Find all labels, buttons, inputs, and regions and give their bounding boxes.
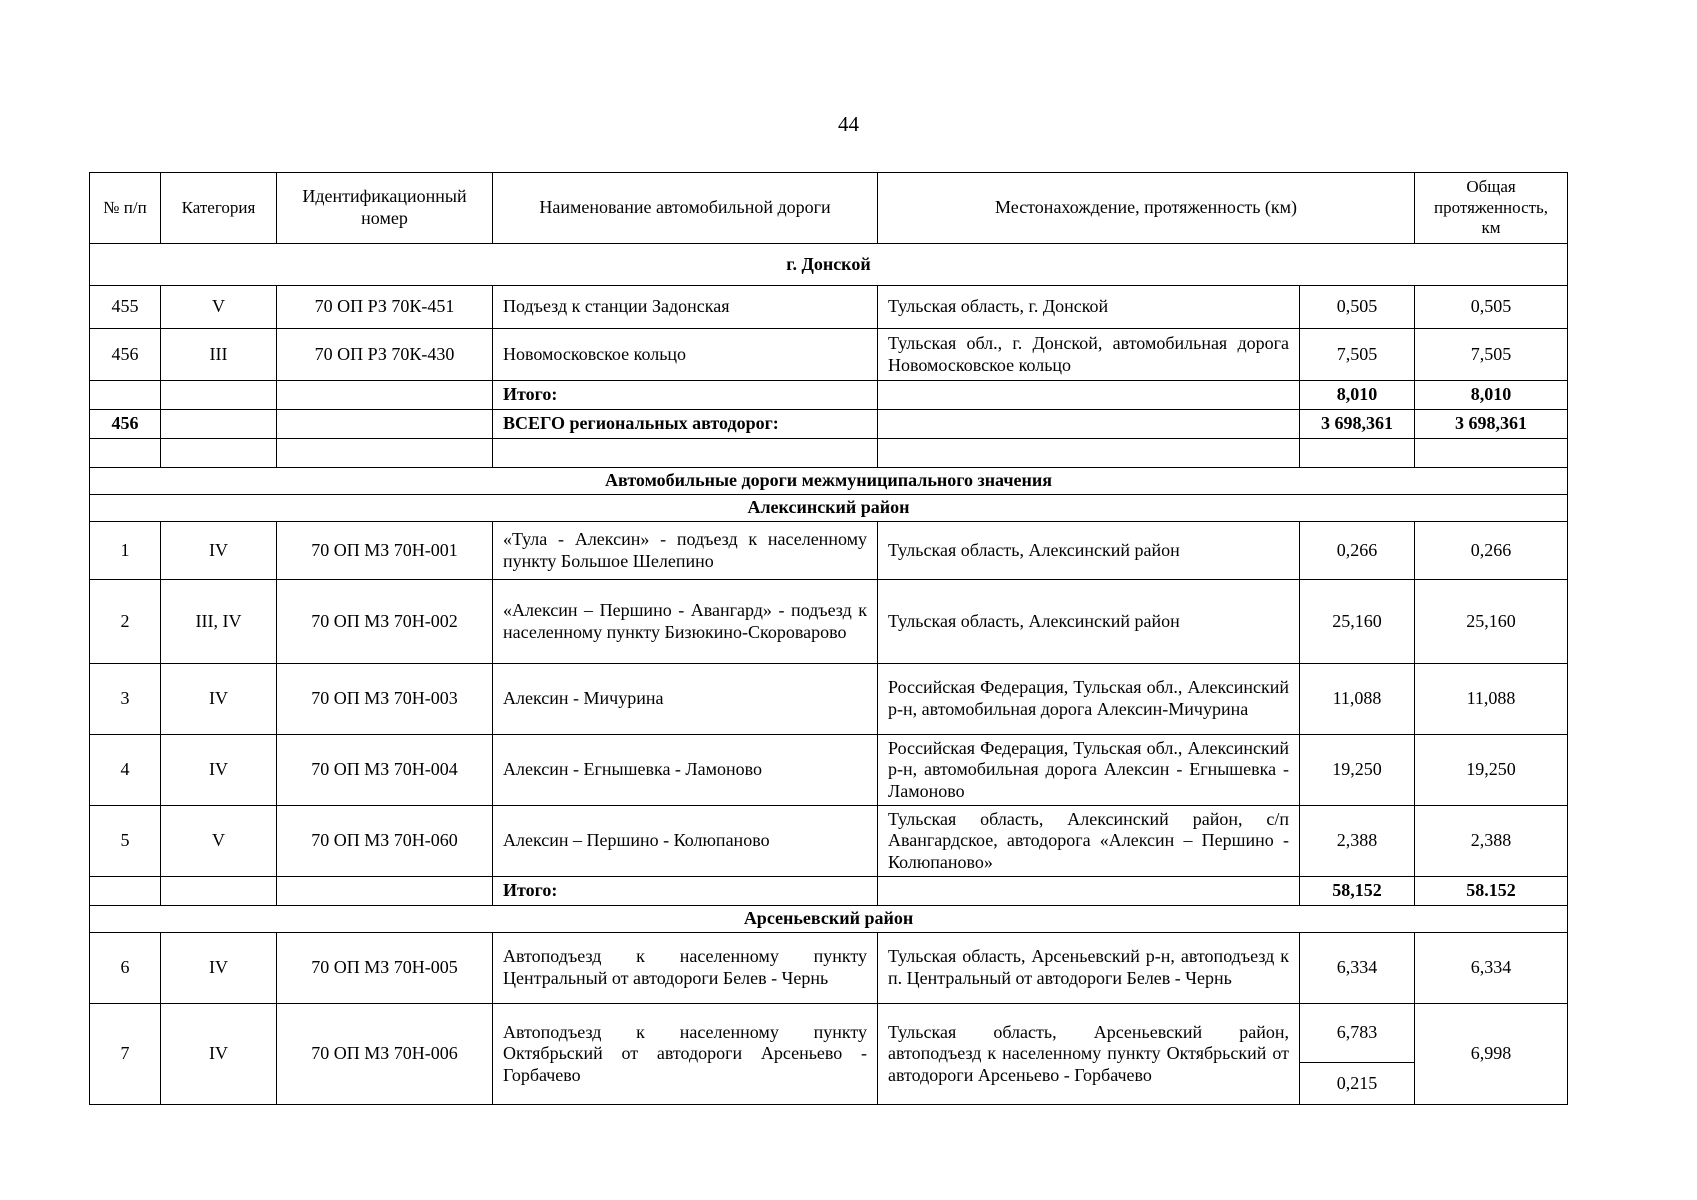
total-num: 456: [90, 410, 161, 439]
row-num: 3: [90, 664, 161, 735]
row-total: 6,998: [1415, 1004, 1568, 1105]
row-num: 1: [90, 522, 161, 580]
row-total: 6,334: [1415, 933, 1568, 1004]
row-category: V: [161, 806, 277, 877]
row-name: Алексин - Егнышевка - Ламоново: [493, 735, 878, 806]
row-id: 70 ОП РЗ 70К-451: [277, 286, 493, 329]
table-row: [90, 1004, 1568, 1105]
row-location: Тульская обл., г. Донской, автомобильная дорога Новомосковское кольцо: [878, 329, 1300, 381]
row-length: 25,160: [1300, 580, 1415, 664]
row-id: 70 ОП РЗ 70К-430: [277, 329, 493, 381]
row-location: Российская Федерация, Тульская обл., Алексинский р-н, автомобильная дорога Алексин-Мичурина: [878, 664, 1300, 735]
row-category: III: [161, 329, 277, 381]
section-title-donskoy: г. Донской: [90, 244, 1568, 286]
header-id: Идентификационный номер: [277, 173, 493, 244]
table-row: [90, 580, 1568, 664]
row-id: 70 ОП МЗ 70Н-004: [277, 735, 493, 806]
total-row: [90, 410, 1568, 439]
table-row: [90, 329, 1568, 381]
subtotal-total: 58.152: [1415, 877, 1568, 906]
row-name: Новомосковское кольцо: [493, 329, 878, 381]
row-location: Тульская область, Алексинский район: [878, 580, 1300, 664]
total-total: 3 698,361: [1415, 410, 1568, 439]
row-category: IV: [161, 735, 277, 806]
subtotal-row: [90, 381, 1568, 410]
total-length: 3 698,361: [1300, 410, 1415, 439]
row-id: 70 ОП МЗ 70Н-001: [277, 522, 493, 580]
row-length: 0,505: [1300, 286, 1415, 329]
row-length: 0,266: [1300, 522, 1415, 580]
row-total: 7,505: [1415, 329, 1568, 381]
row-name: «Алексин – Першино - Авангард» - подъезд к населенному пункту Бизюкино-Скороварово: [493, 580, 878, 664]
table-row: [90, 522, 1568, 580]
row-num: 6: [90, 933, 161, 1004]
row-name: «Тула - Алексин» - подъезд к населенному пункту Большое Шелепино: [493, 522, 878, 580]
row-category: IV: [161, 522, 277, 580]
row-length: 7,505: [1300, 329, 1415, 381]
subtotal-total: 8,010: [1415, 381, 1568, 410]
row-num: 4: [90, 735, 161, 806]
row-id: 70 ОП МЗ 70Н-002: [277, 580, 493, 664]
row-id: 70 ОП МЗ 70Н-006: [277, 1004, 493, 1105]
row-num: 5: [90, 806, 161, 877]
empty-row: [90, 439, 1568, 468]
row-name: Автоподъезд к населенному пункту Центральный от автодороги Белев - Чернь: [493, 933, 878, 1004]
row-total: 2,388: [1415, 806, 1568, 877]
row-length-part-2: 0,215: [1336, 1072, 1378, 1093]
header-location: Местонахождение, протяженность (км): [878, 173, 1415, 244]
table-row: [90, 286, 1568, 329]
row-name: Автоподъезд к населенному пункту Октябрьский от автодороги Арсеньево - Горбачево: [493, 1004, 878, 1105]
row-length-split: [1300, 1004, 1415, 1105]
row-num: 455: [90, 286, 161, 329]
row-total: 0,505: [1415, 286, 1568, 329]
subtotal-length: 8,010: [1300, 381, 1415, 410]
row-category: IV: [161, 1004, 277, 1105]
subtotal-row: [90, 877, 1568, 906]
section-row: [90, 495, 1568, 522]
row-category: IV: [161, 664, 277, 735]
header-row: [90, 173, 1568, 244]
header-name: Наименование автомобильной дороги: [493, 173, 878, 244]
row-total: 19,250: [1415, 735, 1568, 806]
total-label: ВСЕГО региональных автодорог:: [493, 410, 878, 439]
table-row: [90, 735, 1568, 806]
table-row: [90, 806, 1568, 877]
row-length: 2,388: [1300, 806, 1415, 877]
page-number: 44: [838, 112, 859, 136]
section-title-intermunicipal: Автомобильные дороги межмуниципального значения: [90, 468, 1568, 495]
header-category: Категория: [161, 173, 277, 244]
section-title-arsenyev: Арсеньевский район: [90, 906, 1568, 933]
row-length: 19,250: [1300, 735, 1415, 806]
row-location: Тульская область, Алексинский район, с/п Авангардское, автодорога «Алексин – Першино - Колюпаново»: [878, 806, 1300, 877]
row-total: 25,160: [1415, 580, 1568, 664]
row-length: 11,088: [1300, 664, 1415, 735]
row-length: 6,334: [1300, 933, 1415, 1004]
header-num: № п/п: [90, 173, 161, 244]
row-id: 70 ОП МЗ 70Н-003: [277, 664, 493, 735]
subtotal-length: 58,152: [1300, 877, 1415, 906]
row-location: Российская Федерация, Тульская обл., Алексинский р-н, автомобильная дорога Алексин - Егнышевка - Ламоново: [878, 735, 1300, 806]
row-id: 70 ОП МЗ 70Н-060: [277, 806, 493, 877]
header-total: Общая протяженность, км: [1415, 173, 1568, 244]
row-total: 0,266: [1415, 522, 1568, 580]
section-row: [90, 906, 1568, 933]
row-category: V: [161, 286, 277, 329]
row-name: Подъезд к станции Задонская: [493, 286, 878, 329]
row-name: Алексин - Мичурина: [493, 664, 878, 735]
row-name: Алексин – Першино - Колюпаново: [493, 806, 878, 877]
section-title-aleksin: Алексинский район: [90, 495, 1568, 522]
subtotal-label: Итого:: [493, 381, 878, 410]
row-location: Тульская область, г. Донской: [878, 286, 1300, 329]
row-location: Тульская область, Алексинский район: [878, 522, 1300, 580]
row-category: IV: [161, 933, 277, 1004]
row-num: 2: [90, 580, 161, 664]
table-row: [90, 933, 1568, 1004]
row-total: 11,088: [1415, 664, 1568, 735]
row-num: 7: [90, 1004, 161, 1105]
row-location: Тульская область, Арсеньевский район, автоподъезд к населенному пункту Октябрьский от автодороги Арсеньево - Горбачево: [878, 1004, 1300, 1105]
section-row: [90, 244, 1568, 286]
row-length-part-1: 6,783: [1300, 1004, 1414, 1063]
section-row: [90, 468, 1568, 495]
subtotal-label: Итого:: [493, 877, 878, 906]
row-id: 70 ОП МЗ 70Н-005: [277, 933, 493, 1004]
row-location: Тульская область, Арсеньевский р-н, автоподъезд к п. Центральный от автодороги Белев - Чернь: [878, 933, 1300, 1004]
row-num: 456: [90, 329, 161, 381]
row-category: III, IV: [161, 580, 277, 664]
table-row: [90, 664, 1568, 735]
roads-table: [89, 172, 1568, 1105]
